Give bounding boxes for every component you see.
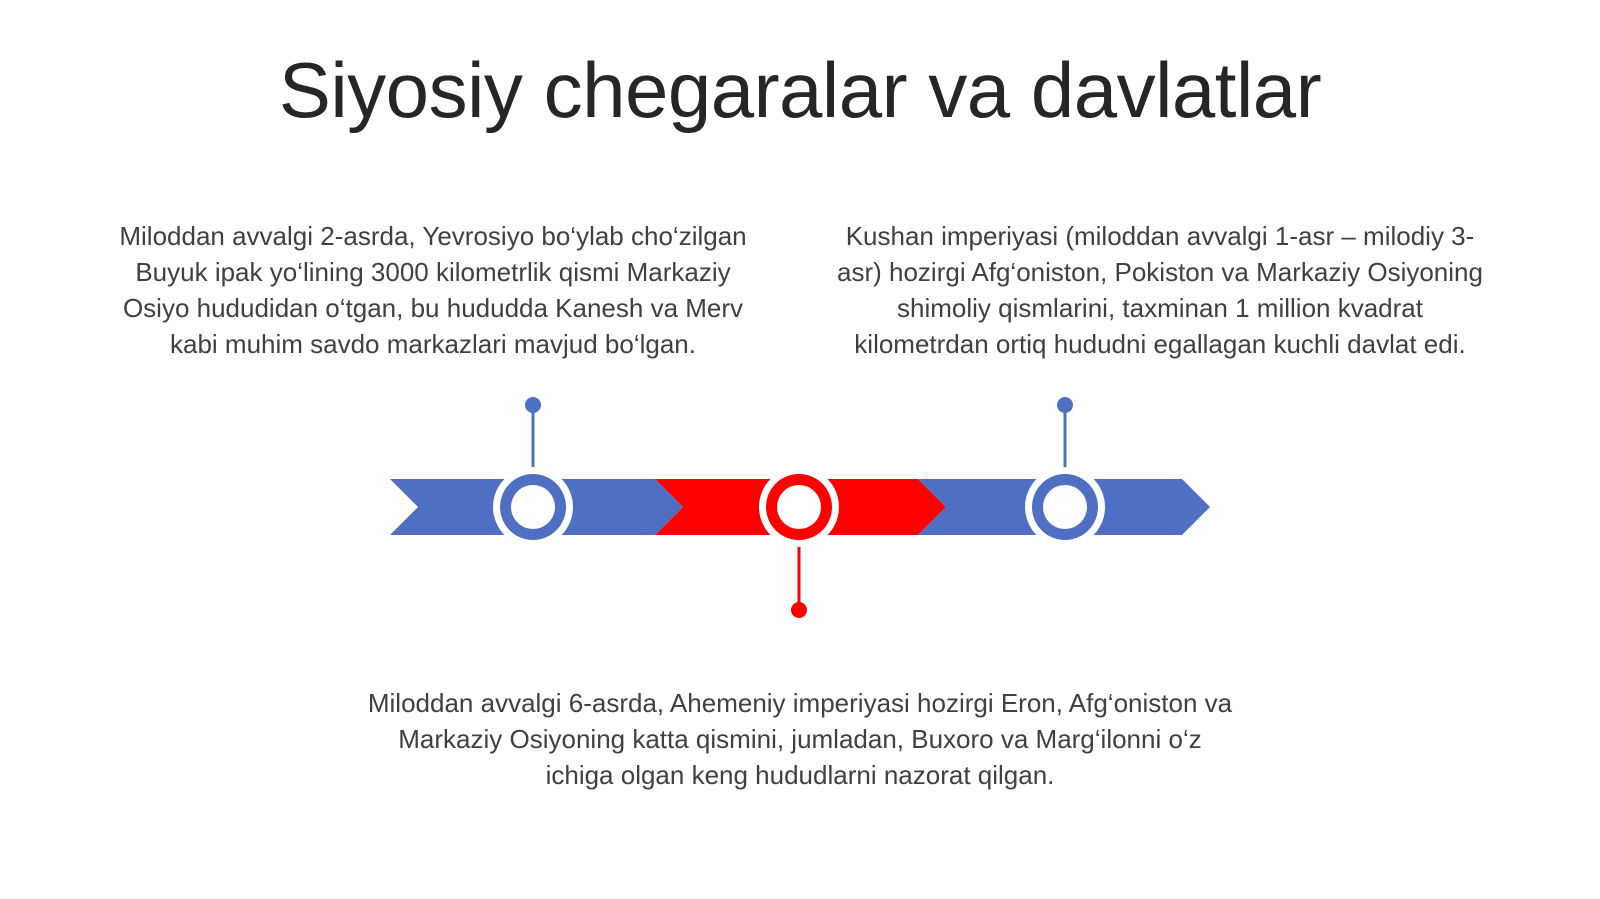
slide-title: Siyosiy chegaralar va davlatlar: [278, 46, 1322, 134]
text-line: ichiga olgan keng hududlarni nazorat qilgan.: [545, 760, 1055, 790]
milestone-marker-second: [759, 467, 839, 547]
text-line: Miloddan avvalgi 2-asrda, Yevrosiyo bo‘ylab cho‘zilgan: [119, 221, 747, 251]
connector-dot-second: [791, 602, 807, 618]
text-line: Buyuk ipak yo‘lining 3000 kilometrlik qismi Markaziy: [135, 257, 731, 287]
text-line: kabi muhim savdo markazlari mavjud bo‘lgan.: [169, 329, 696, 359]
connector-dot-third: [1057, 397, 1073, 413]
milestone-marker-third: [1025, 467, 1105, 547]
milestone-marker-first: [493, 467, 573, 547]
text-line: Kushan imperiyasi (miloddan avvalgi 1-asr – milodiy 3-: [845, 221, 1475, 251]
text-line: shimoliy qismlarini, taxminan 1 million kvadrat: [897, 293, 1423, 323]
text-line: Markaziy Osiyoning katta qismini, jumladan, Buxoro va Marg‘ilonni o‘z: [398, 724, 1202, 754]
text-line: Miloddan avvalgi 6-asrda, Ahemeniy imperiyasi hozirgi Eron, Afg‘oniston va: [367, 688, 1233, 718]
connector-dot-first: [525, 397, 541, 413]
text-line: kilometrdan ortiq hududni egallagan kuchli davlat edi.: [854, 329, 1466, 359]
text-line: Osiyo hududidan o‘tgan, bu hududda Kanesh va Merv: [122, 293, 744, 323]
text-line: asr) hozirgi Afg‘oniston, Pokiston va Markaziy Osiyoning: [837, 257, 1483, 287]
